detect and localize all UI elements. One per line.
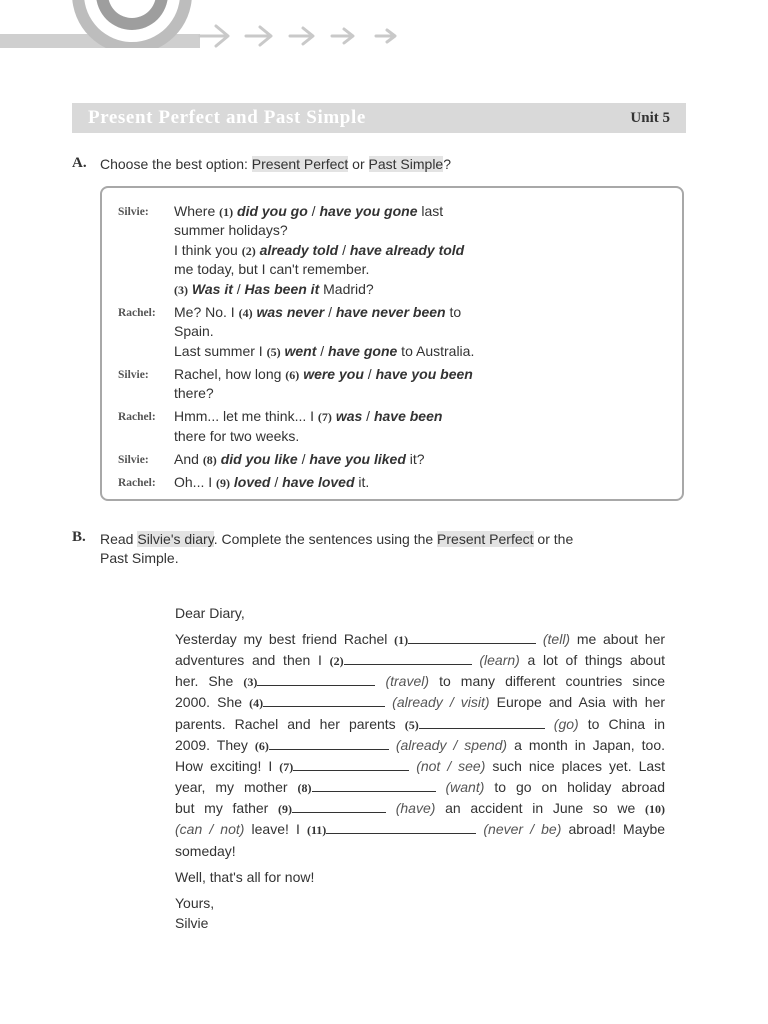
diary-line: (can / not) leave! I (11) (never / be) abroad! Maybe [175,821,666,837]
diary-line: year, my mother (8) (want) to go on holiday abroad [175,779,665,795]
dialogue-line: And (8) did you like / have you liked it? [174,451,425,467]
diary-closing: Well, that's all for now! [175,869,315,885]
answer-blank[interactable] [419,716,545,729]
option-b: have you been [375,366,473,382]
speaker-label: Silvie: [118,369,149,381]
diary-signature: Silvie [175,915,209,931]
option-b: Has been it [244,281,320,297]
diary-line: but my father (9) (have) an accident in June so we (10) [175,800,665,816]
speaker-label: Rachel: [118,411,156,423]
section-a-letter: A. [72,155,87,171]
speaker-label: Rachel: [118,307,156,319]
arrow-right-icon [290,28,313,44]
option-a: already told [259,242,339,258]
option-b: have never been [335,304,446,320]
arrow-right-icon [376,30,395,42]
diary-line: adventures and then I (2) (learn) a lot of things about [175,652,666,668]
arrow-right-icon [246,27,271,45]
option-a: went [284,343,317,359]
diary-greeting: Dear Diary, [175,605,245,621]
option-b: have already told [349,242,465,258]
unit-label: Unit 5 [630,110,670,126]
option-b: have loved [282,474,355,490]
diary-line: 2009. They (6) (already / spend) a month in Japan, too. [175,737,665,753]
answer-blank[interactable] [263,694,385,707]
section-a-instruction: Choose the best option: Present Perfect or Past Simple? [100,156,452,172]
highlight-present-perfect: Present Perfect [437,531,534,547]
header-decoration [0,0,210,48]
answer-blank[interactable] [312,779,436,792]
dialogue-line: Oh... I (9) loved / have loved it. [174,474,370,490]
dialogue-line: (3) Was it / Has been it Madrid? [174,281,374,297]
arrow-right-icon [332,29,353,43]
dialogue-line: I think you (2) already told / have already told [174,242,465,258]
option-b: have gone [328,343,398,359]
option-a: loved [233,474,271,490]
diary-line: 2000. She (4) (already / visit) Europe and Asia with her [175,694,666,710]
diary-signoff: Yours, [175,895,215,911]
option-a: did you like [220,451,298,467]
arrow-right-icon [200,26,228,46]
diary-line: parents. Rachel and her parents (5) (go) to China in [175,716,666,732]
section-b-instruction: Read Silvie's diary. Complete the sentences using the Present Perfect or the Past Simple. [100,531,574,566]
dialogue-line: Rachel, how long (6) were you / have you been [174,366,473,382]
answer-blank[interactable] [293,758,409,771]
arrow-icons-decoration [196,20,406,52]
option-a: did you go [237,203,308,219]
option-a: was never [256,304,325,320]
highlight-diary: Silvie's diary [137,531,214,547]
speaker-label: Rachel: [118,477,156,489]
diary-line: her. She (3) (travel) to many different countries since [175,673,666,689]
diary-line: Yesterday my best friend Rachel (1) (tell) me about her [175,631,666,647]
answer-blank[interactable] [292,800,386,813]
option-b: have been [373,408,443,424]
diary-line: someday! [175,843,236,859]
dialogue-line: there? [174,385,214,401]
option-a: was [335,408,363,424]
option-past-simple: Past Simple [368,156,444,172]
answer-blank[interactable] [408,631,536,644]
dialogue-line: summer holidays? [174,222,288,238]
answer-blank[interactable] [269,737,389,750]
option-a: Was it [191,281,233,297]
speaker-label: Silvie: [118,454,149,466]
option-b: have you gone [319,203,418,219]
speaker-label: Silvie: [118,206,149,218]
section-b-letter: B. [72,529,86,545]
dialogue-line: me today, but I can't remember. [174,261,370,277]
option-b: have you liked [309,451,406,467]
diary-line: How exciting! I (7) (not / see) such nice places yet. Last [175,758,666,774]
option-present-perfect: Present Perfect [251,156,349,172]
page-title: Present Perfect and Past Simple [88,107,366,128]
option-a: were you [303,366,364,382]
dialogue-line: Me? No. I (4) was never / have never been to [174,304,462,320]
answer-blank[interactable] [326,821,476,834]
dialogue-line: Last summer I (5) went / have gone to Australia. [174,343,475,359]
dialogue-line: Hmm... let me think... I (7) was / have been [174,408,443,424]
dialogue-line: there for two weeks. [174,428,300,444]
dialogue-line: Spain. [174,323,214,339]
dialogue-line: Where (1) did you go / have you gone last [174,203,444,219]
answer-blank[interactable] [257,673,375,686]
answer-blank[interactable] [344,652,472,665]
